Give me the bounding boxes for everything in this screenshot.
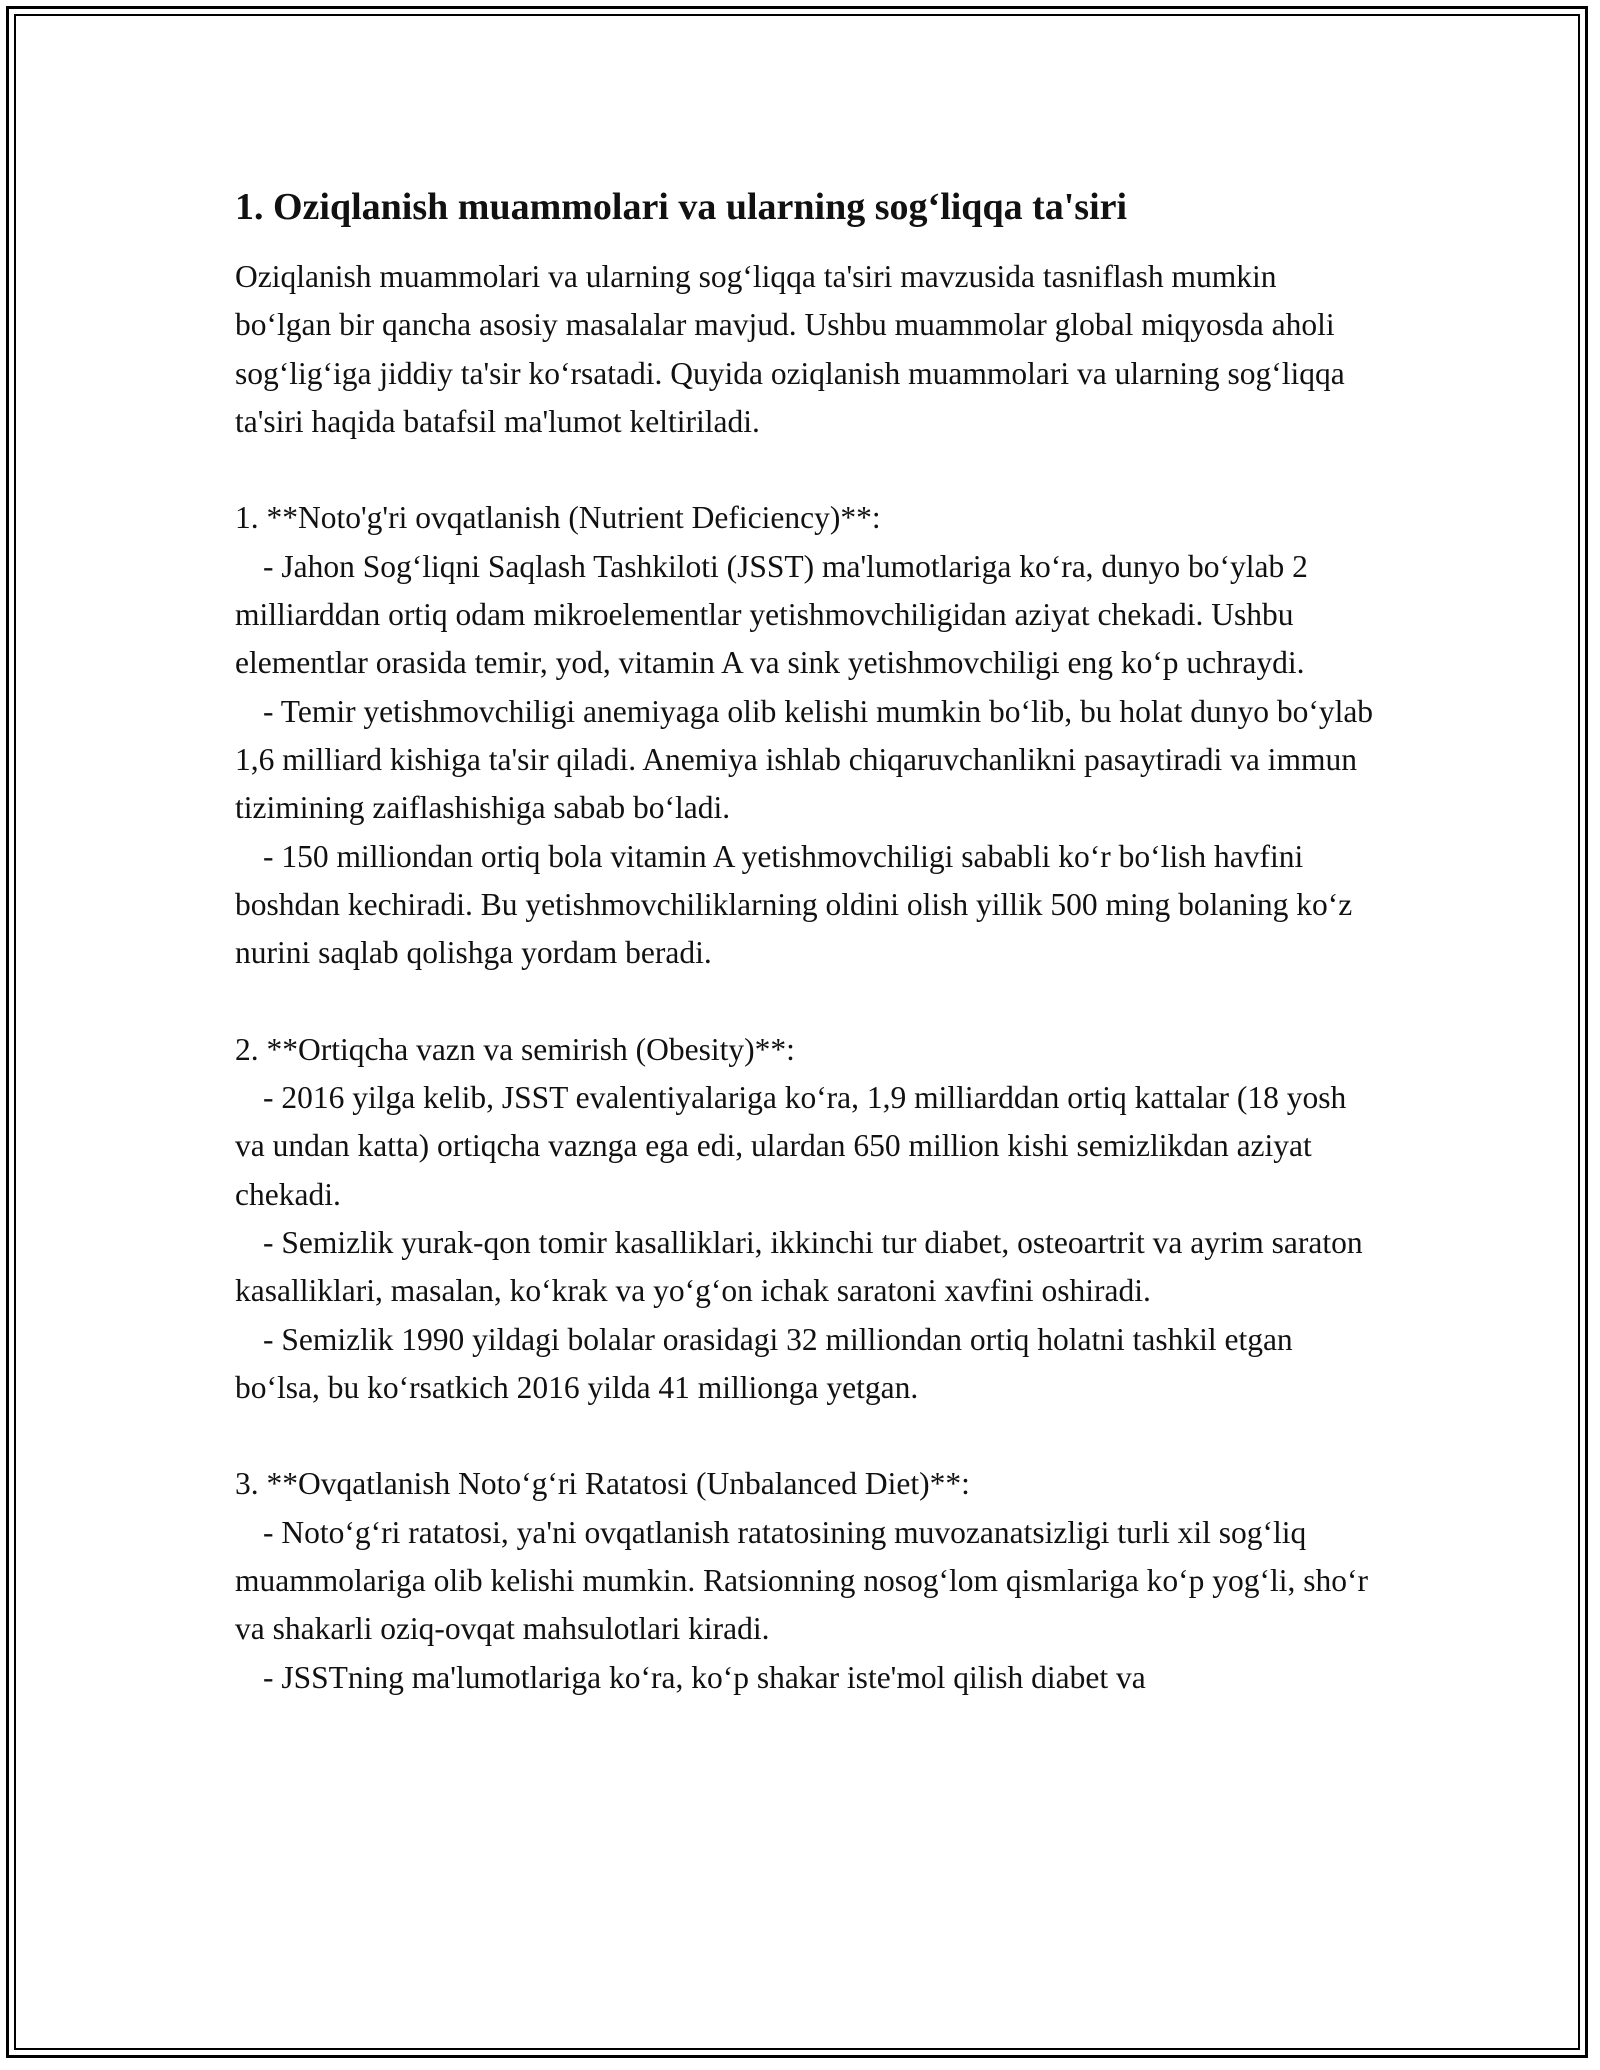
section-heading: 1. **Noto'g'ri ovqatlanish (Nutrient Deficiency)**:	[235, 500, 881, 536]
list-item: - Temir yetishmovchiligi anemiyaga olib kelishi mumkin bo‘lib, bu holat dunyo bo‘ylab 1,6 milliard kishiga ta'sir qiladi. Anemiya ishlab chiqaruvchanlikni pasaytiradi va immun tizimining zaiflashishiga sabab bo‘ladi.	[235, 693, 1374, 826]
list-item: - Noto‘g‘ri ratatosi, ya'ni ovqatlanish ratatosining muvozanatsizligi turli xil sog‘liq muammolariga olib kelishi mumkin. Ratsionning nosog‘lom qismlariga ko‘p yog‘li, sho‘r va shakarli oziq-ovqat mahsulotlari kiradi.	[235, 1514, 1369, 1647]
intro-paragraph: Oziqlanish muammolari va ularning sog‘liqqa ta'siri mavzusida tasniflash mumkin bo‘lgan bir qancha asosiy masalalar mavjud. Ushbu muammolar global miqyosda aholi sog‘lig‘iga jiddiy ta'sir ko‘rsatadi. Quyida oziqlanish muammolari va ularning sog‘liqqa ta'siri haqida batafsil ma'lumot keltiriladi.	[235, 259, 1345, 439]
list-item: - 2016 yilga kelib, JSST evalentiyalariga ko‘ra, 1,9 milliarddan ortiq kattalar (18 yosh va undan katta) ortiqcha vaznga ega edi, ulardan 650 million kishi semizlikdan aziyat chekadi.	[235, 1080, 1347, 1212]
document-body	[235, 183, 1375, 1702]
section-heading: 2. **Ortiqcha vazn va semirish (Obesity)**:	[235, 1031, 795, 1067]
list-item: - JSSTning ma'lumotlariga ko‘ra, ko‘p shakar iste'mol qilish diabet va	[263, 1659, 1146, 1695]
section-2	[235, 1026, 1375, 1412]
document-title: 1. Oziqlanish muammolari va ularning sog‘liqqa ta'siri	[235, 186, 1128, 228]
list-item: - 150 milliondan ortiq bola vitamin A yetishmovchiligi sababli ko‘r bo‘lish havfini boshdan kechiradi. Bu yetishmovchiliklarning oldini olish yillik 500 ming bolaning ko‘z nurini saqlab qolishga yordam beradi.	[235, 838, 1353, 971]
section-3	[235, 1460, 1375, 1701]
section-heading: 3. **Ovqatlanish Noto‘g‘ri Ratatosi (Unbalanced Diet)**:	[235, 1466, 970, 1502]
list-item: - Semizlik 1990 yildagi bolalar orasidagi 32 milliondan ortiq holatni tashkil etgan bo‘lsa, bu ko‘rsatkich 2016 yilda 41 millionga yetgan.	[235, 1321, 1293, 1405]
paragraph-spacer	[235, 977, 1375, 1025]
paragraph-spacer	[235, 1412, 1375, 1460]
list-item: - Semizlik yurak-qon tomir kasalliklari, ikkinchi tur diabet, osteoartrit va ayrim saraton kasalliklari, masalan, ko‘krak va yo‘g‘on ichak saratoni xavfini oshiradi.	[235, 1224, 1363, 1309]
paragraph-spacer	[235, 446, 1375, 494]
section-1	[235, 494, 1375, 977]
list-item: - Jahon Sog‘liqni Saqlash Tashkiloti (JSST) ma'lumotlariga ko‘ra, dunyo bo‘ylab 2 milliarddan ortiq odam mikroelementlar yetishmovchiligidan aziyat chekadi. Ushbu elementlar orasida temir, yod, vitamin A va sink yetishmovchiligi eng ko‘p uchraydi.	[235, 548, 1308, 681]
